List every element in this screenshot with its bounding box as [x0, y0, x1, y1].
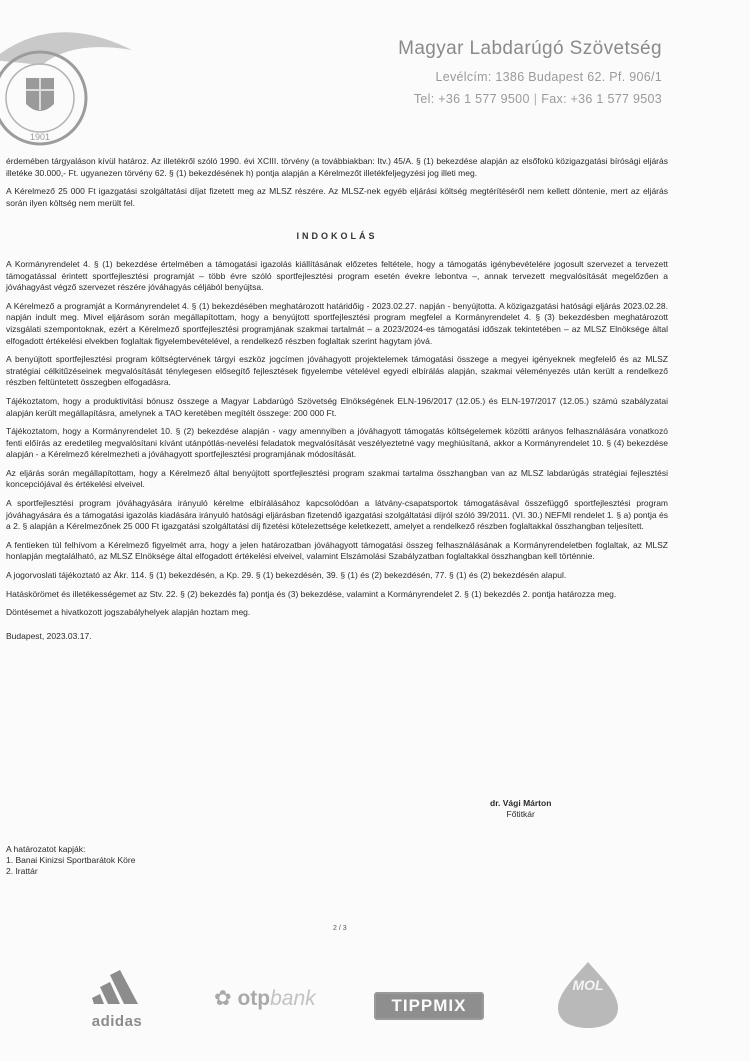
list-item: 2. Irattár — [6, 866, 38, 876]
list-item: 1. Banai Kinizsi Sportbarátok Köre — [6, 855, 136, 865]
letterhead — [398, 38, 662, 114]
paragraph: Tájékoztatom, hogy a Kormányrendelet 10. § (2) bekezdése alapján - vagy amennyiben a jóváhagyott támogatás költségelemek közötti arányos felhasználására vonatkozó fenti előírás az eredetileg megvalósítani kívánt utánpótlás-nevelési feladatok megvalósítását veszélyeztetné vagy meghiúsítaná, akkor a Kormányrendelet 10. § (4) bekezdése alapján - a Kérelmező kérelmezheti a jóváhagyott sportfejlesztési programjának módosítását. — [6, 426, 668, 460]
org-name: Magyar Labdarúgó Szövetség — [398, 38, 662, 59]
adidas-logo — [78, 970, 156, 1030]
paragraph: A Kérelmező a programját a Kormányrendelet 4. § (1) bekezdésében meghatározott határidőig - 2023.02.27. napján - benyújtotta. A közigazgatási hatósági eljárás 2023.02.28. napján indult meg. Mivel eljárásom során megállapítottam, hogy a benyújtott sportfejlesztési program megfelel a Kormányrendelet 4. § (3) bekezdésben meghatározott vizsgálati szempontoknak, ezért a Kérelmező sportfejlesztési programjának szakmai tartalmát – a 2023/2024-es támogatási időszak tekintetében – az MLSZ Elnöksége által elfogadott értékelési elvekben foglaltak figyelembevételével, a rendelkező részben foglaltak szerint hagytam jóvá. — [6, 300, 668, 346]
mol-logo — [556, 960, 620, 1030]
separator: | — [533, 92, 538, 106]
document-date: Budapest, 2023.03.17. — [6, 630, 92, 641]
signature-block — [490, 798, 551, 820]
paragraph: A fentieken túl felhívom a Kérelmező figyelmét arra, hogy a jelen határozatban jóváhagyott támogatási összeg felhasználásának a Kormányrendeletben foglaltak, az MLSZ honlapján megtalálható, az MLSZ Elnöksége által elfogadott értékelési elveivel, valamint Elszámolási Szabályzatban foglaltakkal összhangban kell történnie. — [6, 539, 668, 562]
org-address: Levélcím: 1386 Budapest 62. Pf. 906/1 — [435, 70, 662, 84]
mlsz-seal-icon — [0, 20, 132, 150]
otpbank-logo — [214, 986, 316, 1011]
paragraph: A Kormányrendelet 4. § (1) bekezdése értelmében a támogatási igazolás kiállításának előzetes feltétele, hogy a támogatás igénybevételére jogosult szervezet a tervezett támogatással érintett sportfejlesztési programját – több évre szóló sportfejlesztési program esetén évekre lebontva –, annak tervezett megvalósítását megelőzően a jóváhagyást végző szervezet részére jóváhagyás céljából benyújtsa. — [6, 258, 668, 293]
paragraph: Hatáskörömet és illetékességemet az Stv. 22. § (2) bekezdés fa) pontja és (3) bekezdése, valamint a Kormányrendelet 2. § (1) bekezdés 2. pontja határozza meg. — [6, 588, 617, 599]
page-number: 2 / 3 — [333, 925, 347, 932]
signer-name: dr. Vági Márton — [490, 798, 552, 808]
recipients-heading: A határozatot kapják: — [6, 844, 86, 854]
otp-mark-icon: ✿ — [214, 987, 232, 1010]
otp-wordmark: otp — [237, 987, 271, 1010]
tippmix-logo: TIPPMIX — [374, 992, 484, 1020]
sponsor-bar — [0, 960, 750, 1060]
seal-year: 1901 — [29, 132, 51, 142]
org-fax: Fax: +36 1 577 9503 — [541, 92, 662, 106]
paragraph: Döntésemet a hivatkozott jogszabályhelyek alapján hoztam meg. — [6, 607, 251, 618]
paragraph: érdemében tárgyaláson kívül határoz. Az illetékről szóló 1990. évi XCIII. törvény (a továbbiakban: Itv.) 45/A. § (1) bekezdése alapján az elsőfokú közigazgatási bírósági eljárás illetéke 30.000,- Ft. ugyanezen törvény 62. § (1) bekezdésének h) pontja alapján a Kérelmezőt illetékfeljegyzési jog illeti meg. — [6, 156, 668, 178]
document-body — [6, 156, 668, 649]
adidas-wordmark: adidas — [91, 1013, 143, 1030]
adidas-stripes-icon — [92, 970, 142, 1006]
mol-wordmark: MOL — [572, 977, 604, 993]
org-contact — [398, 92, 662, 106]
paragraph: A sportfejlesztési program jóváhagyására irányuló kérelme elbírálásához kapcsolódóan a látvány-csapatsportok támogatásával összefüggő sportfejlesztési program jóváhagyására és a támogatási igazolás kiadására irányuló hatósági eljárásban fizetendő igazgatási szolgáltatási díjról szóló 39/2011. (VI. 30.) NEFMI rendelet 1. § a) pontja és a 2. § alapján a Kérelmezőnek 25 000 Ft igazgatási szolgáltatási díj fizetési kötelezettsége keletkezett, amelyet a rendelkező részben foglaltakkal összhangban teljesített. — [6, 498, 668, 532]
recipients-list — [6, 844, 135, 877]
paragraph: Tájékoztatom, hogy a produktivitási bónusz összege a Magyar Labdarúgó Szövetség Elnökségének ELN-196/2017 (12.05.) és ELN-197/2017 (12.05.) számú szabályzatai alapján került megállapításra, amelynek a TAO keretében megítélt összege: 200 000 Ft. — [6, 395, 668, 418]
paragraph: Az eljárás során megállapítottam, hogy a Kérelmező által benyújtott sportfejlesztési program szakmai tartalma összhangban van az MLSZ labdarúgás stratégiai fejlesztési koncepciójával és értékelési elveivel. — [6, 467, 668, 490]
paragraph: A jogorvoslati tájékoztató az Ákr. 114. § (1) bekezdésén, a Kp. 29. § (1) bekezdésén, 39. § (1) és (2) bekezdésén, 77. § (1) és (2) bekezdésén alapul. — [6, 570, 567, 581]
section-title: INDOKOLÁS — [296, 231, 378, 242]
signer-title: Főtitkár — [506, 809, 535, 819]
paragraph: A Kérelmező 25 000 Ft igazgatási szolgáltatási díjat fizetett meg az MLSZ részére. Az MLSZ-nek egyéb eljárási költség megtérítéséről nem kellett döntenie, mert az eljárás során ilyen költség nem merült fel. — [6, 186, 668, 208]
org-phone: Tel: +36 1 577 9500 — [413, 92, 530, 106]
paragraph: A benyújtott sportfejlesztési program költségtervének tárgyi eszköz jogcímen jóváhagyott projektelemek támogatási összege a megyei igényeknek megfelelő és az MLSZ stratégiai célkitűzéseinek megvalósítását ténylegesen elősegítő fejlesztések figyelembe vételével egyedi elbírálás alapján, szakmai véleményezés után került a rendelkező részben feltüntetett összegben elfogadásra. — [6, 354, 668, 388]
bank-wordmark: bank — [270, 987, 316, 1010]
